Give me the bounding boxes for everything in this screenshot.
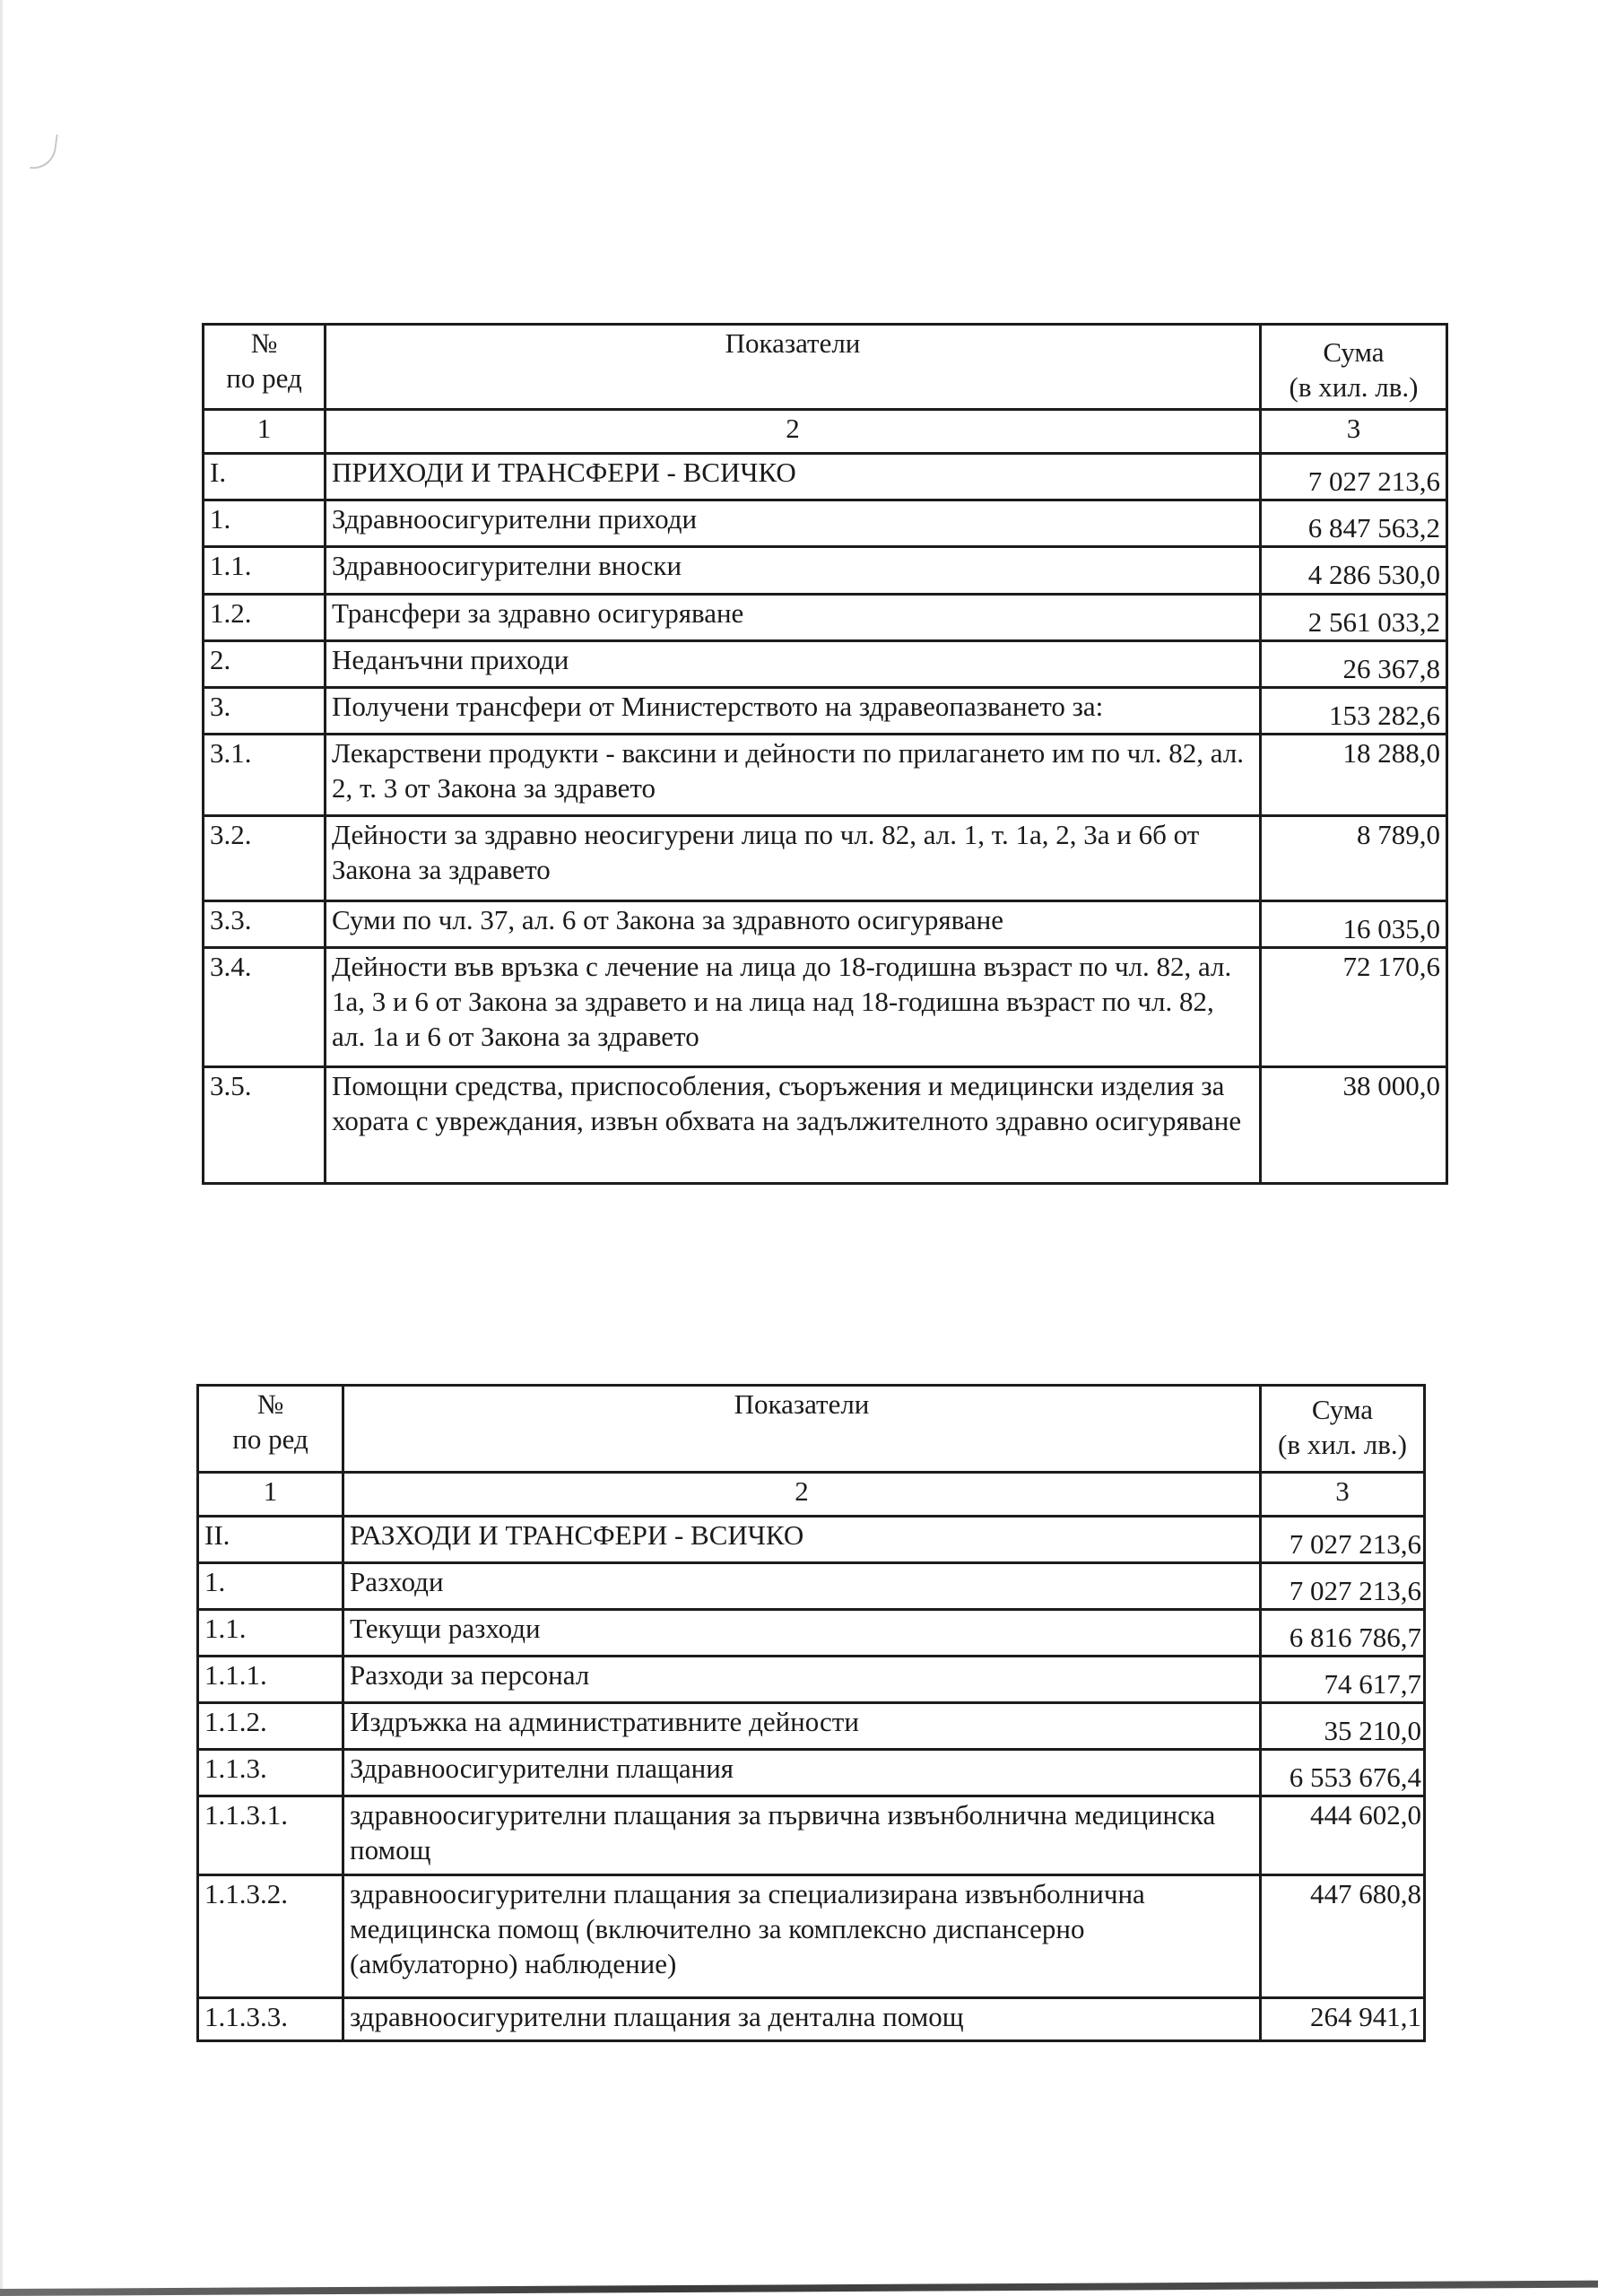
row-number: 1.1.3.1. xyxy=(198,1796,343,1875)
expenditures-table xyxy=(196,1384,1426,2042)
header-row-number xyxy=(204,325,326,410)
row-amount: 8 789,0 xyxy=(1261,816,1447,901)
row-amount: 4 286 530,0 xyxy=(1261,547,1447,595)
table-row xyxy=(198,1563,1425,1610)
row-number: II. xyxy=(198,1517,343,1563)
row-number: 1.1.1. xyxy=(198,1657,343,1703)
row-amount: 153 282,6 xyxy=(1261,688,1447,735)
revenues-table xyxy=(202,323,1448,1185)
row-label: Получени трансфери от Министерството на здравеопазването за: xyxy=(326,688,1261,735)
row-label: здравноосигурителни плащания за специализирана извънболнична медицинска помощ (включително за комплексно диспансерно (амбулаторно) наблюдение) xyxy=(343,1875,1261,1998)
header-indicators: Показатели xyxy=(343,1386,1261,1473)
row-number: 1.1. xyxy=(204,547,326,595)
row-label: Дейности във връзка с лечение на лица до 18-годишна възраст по чл. 82, ал. 1а, 3 и 6 от Закона за здравето и на лица над 18-годишна възраст по чл. 82, ал. 1а и 6 от Закона за здравето xyxy=(326,948,1261,1067)
row-number: 1.1.3.3. xyxy=(198,1998,343,2041)
header-amount: Сума (в хил. лв.) xyxy=(1261,325,1447,410)
row-label: Суми по чл. 37, ал. 6 от Закона за здравното осигуряване xyxy=(326,901,1261,948)
row-amount: 2 561 033,2 xyxy=(1261,595,1447,641)
row-amount: 16 035,0 xyxy=(1261,901,1447,948)
row-label: Неданъчни приходи xyxy=(326,641,1261,688)
row-label: ПРИХОДИ И ТРАНСФЕРИ - ВСИЧКО xyxy=(326,454,1261,500)
row-amount: 38 000,0 xyxy=(1261,1067,1447,1184)
row-label: РАЗХОДИ И ТРАНСФЕРИ - ВСИЧКО xyxy=(343,1517,1261,1563)
table-row xyxy=(198,1796,1425,1875)
row-amount: 264 941,1 xyxy=(1261,1998,1425,2041)
row-amount: 447 680,8 xyxy=(1261,1875,1425,1998)
row-number: 1.1.2. xyxy=(198,1703,343,1750)
column-number: 1 xyxy=(198,1473,343,1517)
row-number: 3.5. xyxy=(204,1067,326,1184)
row-label: Помощни средства, приспособления, съоръжения и медицински изделия за хората с увреждания, извън обхвата на задължителното здравно осигуряване xyxy=(326,1067,1261,1184)
table-row xyxy=(204,641,1447,688)
row-number: 3. xyxy=(204,688,326,735)
row-amount: 18 288,0 xyxy=(1261,735,1447,816)
scan-left-edge xyxy=(0,0,3,2296)
table-row xyxy=(204,595,1447,641)
table-row xyxy=(198,1750,1425,1796)
row-amount: 444 602,0 xyxy=(1261,1796,1425,1875)
row-number: I. xyxy=(204,454,326,500)
header-number-label: по ред xyxy=(232,1423,308,1455)
row-number: 1. xyxy=(204,500,326,547)
table-row xyxy=(204,1067,1447,1184)
table-row xyxy=(204,454,1447,500)
header-row xyxy=(198,1386,1425,1473)
row-label: Разходи xyxy=(343,1563,1261,1610)
row-number: 3.4. xyxy=(204,948,326,1067)
row-label: Дейности за здравно неосигурени лица по чл. 82, ал. 1, т. 1а, 2, 3а и 6б от Закона за здравето xyxy=(326,816,1261,901)
table-row xyxy=(204,735,1447,816)
row-label: здравноосигурителни плащания за дентална помощ xyxy=(343,1998,1261,2041)
scan-pen-mark xyxy=(30,131,58,171)
table-row xyxy=(198,1875,1425,1998)
table-row xyxy=(198,1657,1425,1703)
table-row xyxy=(204,500,1447,547)
table-row xyxy=(204,688,1447,735)
row-label: Здравноосигурителни плащания xyxy=(343,1750,1261,1796)
row-label: Трансфери за здравно осигуряване xyxy=(326,595,1261,641)
table-row xyxy=(198,1517,1425,1563)
column-number-row xyxy=(204,410,1447,454)
row-amount: 7 027 213,6 xyxy=(1261,1517,1425,1563)
row-amount: 6 816 786,7 xyxy=(1261,1610,1425,1657)
table-row xyxy=(204,948,1447,1067)
row-number: 1.1. xyxy=(198,1610,343,1657)
table-row xyxy=(204,901,1447,948)
row-number: 2. xyxy=(204,641,326,688)
column-number: 3 xyxy=(1261,410,1447,454)
row-amount: 74 617,7 xyxy=(1261,1657,1425,1703)
row-label: здравноосигурителни плащания за първична извънболнична медицинска помощ xyxy=(343,1796,1261,1875)
row-amount: 6 553 676,4 xyxy=(1261,1750,1425,1796)
header-row-number xyxy=(198,1386,343,1473)
table-row xyxy=(198,1998,1425,2041)
row-label: Здравноосигурителни вноски xyxy=(326,547,1261,595)
column-number: 3 xyxy=(1261,1473,1425,1517)
row-label: Текущи разходи xyxy=(343,1610,1261,1657)
row-number: 3.2. xyxy=(204,816,326,901)
row-label: Издръжка на административните дейности xyxy=(343,1703,1261,1750)
row-label: Здравноосигурителни приходи xyxy=(326,500,1261,547)
row-number: 1.2. xyxy=(204,595,326,641)
table-row xyxy=(198,1610,1425,1657)
header-number-sign: № xyxy=(250,327,278,359)
column-number: 2 xyxy=(343,1473,1261,1517)
header-row xyxy=(204,325,1447,410)
row-number: 3.1. xyxy=(204,735,326,816)
row-label: Лекарствени продукти - ваксини и дейности по прилагането им по чл. 82, ал. 2, т. 3 от Закона за здравето xyxy=(326,735,1261,816)
row-amount: 35 210,0 xyxy=(1261,1703,1425,1750)
column-number: 1 xyxy=(204,410,326,454)
scan-bottom-edge xyxy=(0,2281,1598,2296)
row-label: Разходи за персонал xyxy=(343,1657,1261,1703)
header-number-label: по ред xyxy=(226,362,302,394)
row-number: 1.1.3.2. xyxy=(198,1875,343,1998)
row-number: 3.3. xyxy=(204,901,326,948)
row-amount: 26 367,8 xyxy=(1261,641,1447,688)
row-number: 1.1.3. xyxy=(198,1750,343,1796)
row-number: 1. xyxy=(198,1563,343,1610)
header-indicators: Показатели xyxy=(326,325,1261,410)
column-number: 2 xyxy=(326,410,1261,454)
row-amount: 72 170,6 xyxy=(1261,948,1447,1067)
column-number-row xyxy=(198,1473,1425,1517)
header-number-sign: № xyxy=(256,1388,284,1420)
row-amount: 7 027 213,6 xyxy=(1261,1563,1425,1610)
table-row xyxy=(204,547,1447,595)
table-row xyxy=(204,816,1447,901)
row-amount: 6 847 563,2 xyxy=(1261,500,1447,547)
header-amount: Сума (в хил. лв.) xyxy=(1261,1386,1425,1473)
table-row xyxy=(198,1703,1425,1750)
row-amount: 7 027 213,6 xyxy=(1261,454,1447,500)
